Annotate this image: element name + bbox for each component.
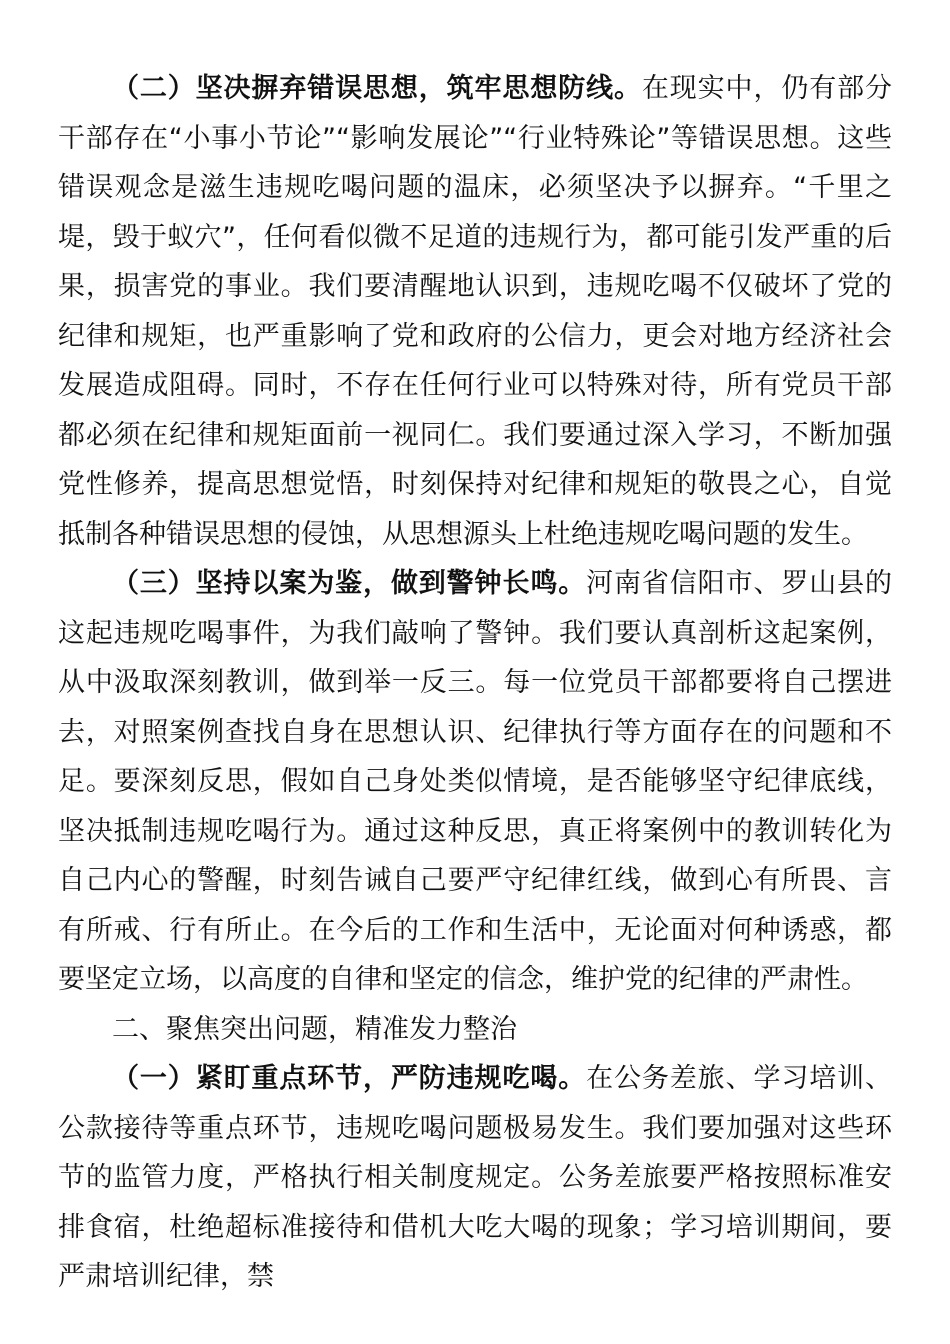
paragraph-2-heading: （二）坚决摒弃错误思想，筑牢思想防线。 — [112, 73, 642, 104]
document-page — [58, 64, 892, 1302]
paragraph-1-heading: （一）紧盯重点环节，严防违规吃喝。 — [112, 1063, 587, 1094]
paragraph-3-heading: （三）坚持以案为鉴，做到警钟长鸣。 — [112, 568, 587, 599]
paragraph-3-body: 河南省信阳市、罗山县的这起违规吃喝事件，为我们敲响了警钟。我们要认真剖析这起案例，从中汲取深刻教训，做到举一反三。每一位党员干部都要将自己摆进去，对照案例查找自身在思想认识、纪律执行等方面存在的问题和不足。要深刻反思，假如自己身处类似情境，是否能够坚守纪律底线，坚决抵制违规吃喝行为。通过这种反思，真正将案例中的教训转化为自己内心的警醒，时刻告诫自己要严守纪律红线，做到心有所畏、言有所戒、行有所止。在今后的工作和生活中，无论面对何种诱惑，都要坚定立场，以高度的自律和坚定的信念，维护党的纪律的严肃性。 — [58, 568, 893, 995]
paragraph-2-body: 在现实中，仍有部分干部存在“小事小节论”“影响发展论”“行业特殊论”等错误思想。这些错误观念是滋生违规吃喝问题的温床，必须坚决予以摒弃。“千里之堤，毁于蚁穴”，任何看似微不足道的违规行为，都可能引发严重的后果，损害党的事业。我们要清醒地认识到，违规吃喝不仅破坏了党的纪律和规矩，也严重影响了党和政府的公信力，更会对地方经济社会发展造成阻碍。同时，不存在任何行业可以特殊对待，所有党员干部都必须在纪律和规矩面前一视同仁。我们要通过深入学习，不断加强党性修养，提高思想觉悟，时刻保持对纪律和规矩的敬畏之心，自觉抵制各种错误思想的侵蚀，从思想源头上杜绝违规吃喝问题的发生。 — [58, 73, 893, 550]
paragraph-1-body: 在公务差旅、学习培训、公款接待等重点环节，违规吃喝问题极易发生。我们要加强对这些环节的监管力度，严格执行相关制度规定。公务差旅要严格按照标准安排食宿，杜绝超标准接待和借机大吃大喝的现象；学习培训期间，要严肃培训纪律，禁 — [58, 1063, 893, 1292]
paragraph-1 — [58, 1054, 892, 1302]
paragraph-2 — [58, 64, 892, 559]
paragraph-3 — [58, 559, 892, 1005]
section-heading: 二、聚焦突出问题，精准发力整治 — [112, 1013, 517, 1045]
